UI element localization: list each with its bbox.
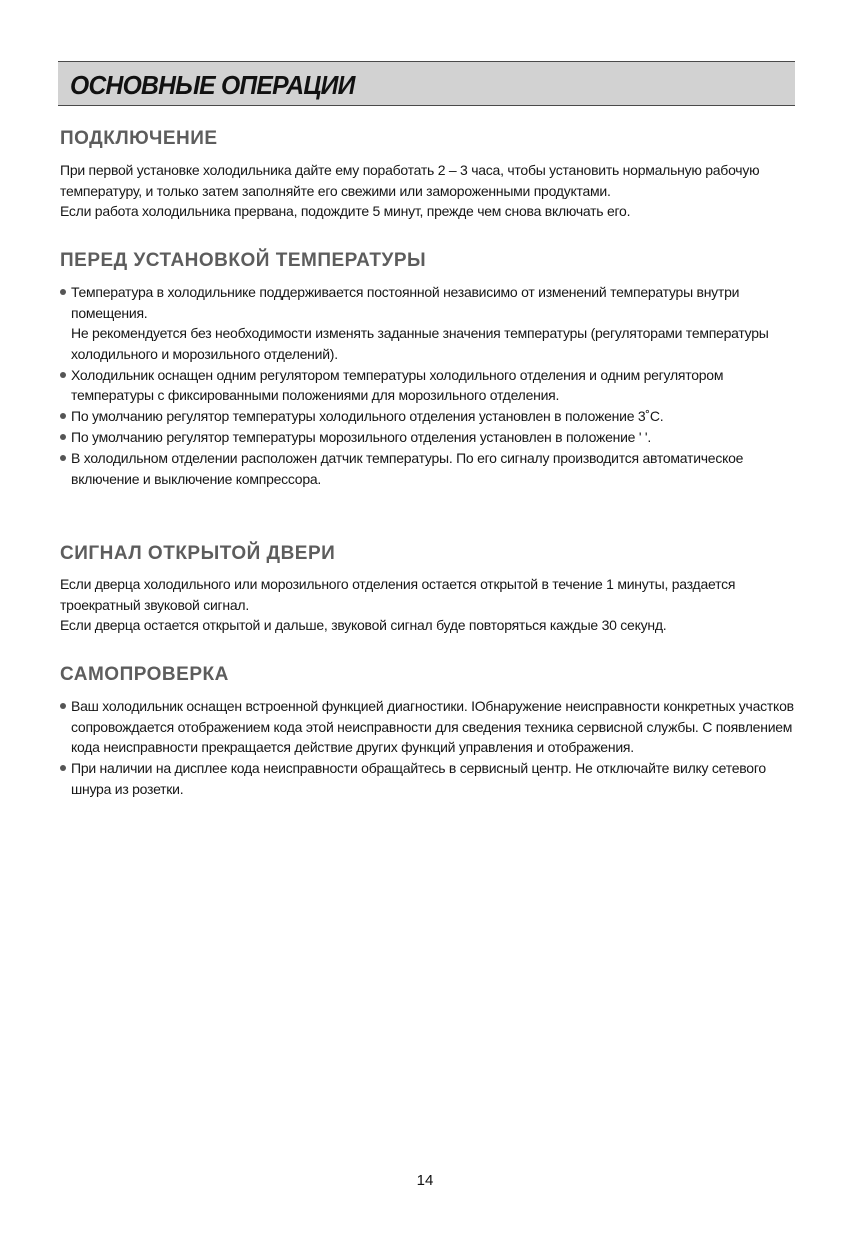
- list-item-line: кода неисправности прекращается действие других функций управления и отображения.: [71, 739, 634, 755]
- list-item-line: Не рекомендуется без необходимости изменять заданные значения температуры (регуляторами температуры: [71, 325, 769, 341]
- section-title-self-test: САМОПРОВЕРКА: [60, 664, 229, 685]
- bullet-icon: [60, 289, 66, 295]
- bullet-icon: [60, 765, 66, 771]
- list-item-line: Температура в холодильнике поддерживается постоянной независимо от изменений температуры внутри: [71, 284, 740, 300]
- list-item: [60, 758, 800, 799]
- list-item-line: В холодильном отделении расположен датчик температуры. По его сигналу производится автоматическое: [71, 450, 744, 466]
- door-alarm-text: [60, 574, 802, 636]
- list-item: [60, 406, 800, 427]
- door-alarm-line: Если дверца холодильного или морозильного отделения остается открытой в течение 1 минуты, раздается: [60, 576, 736, 592]
- list-item-line: При наличии на дисплее кода неисправности обращайтесь в сервисный центр. Не отключайте вилку сетевого: [71, 760, 766, 776]
- self-test-list: [60, 696, 800, 800]
- door-alarm-line: Если дверца остается открытой и дальше, звуковой сигнал буде повторяться каждые 30 секунд.: [60, 617, 667, 633]
- page-title-bar: [58, 61, 795, 106]
- bullet-icon: [60, 413, 66, 419]
- page-title: ОСНОВНЫЕ ОПЕРАЦИИ: [70, 70, 355, 100]
- list-item: [60, 365, 800, 406]
- list-item-line: температуры с фиксированными положениями для морозильного отделения.: [71, 387, 560, 403]
- list-item: [60, 696, 800, 758]
- list-item-line: шнура из розетки.: [71, 780, 184, 797]
- list-item: [60, 282, 800, 364]
- list-item: [60, 427, 800, 448]
- bullet-icon: [60, 434, 66, 440]
- temperature-list: [60, 282, 800, 490]
- connection-line: При первой установке холодильника дайте ему поработать 2 – 3 часа, чтобы установить нормальную рабочую: [60, 162, 760, 178]
- list-item-line: Ваш холодильник оснащен встроенной функцией диагностики. IОбнаружение неисправности конкретных участков: [71, 698, 794, 714]
- connection-line: температуру, и только затем заполняйте его свежими или замороженными продуктами.: [60, 182, 611, 199]
- list-item-line: холодильного и морозильного отделений).: [71, 345, 338, 362]
- section-title-connection: ПОДКЛЮЧЕНИЕ: [60, 128, 218, 149]
- bullet-icon: [60, 703, 66, 709]
- page-number: 14: [416, 1172, 434, 1189]
- list-item-line: По умолчанию регулятор температуры морозильного отделения установлен в положение ' '.: [71, 429, 651, 445]
- list-item-line: сопровождается отображением кода этой неисправности для сведения техника сервисной службы. С появлением: [71, 718, 793, 735]
- bullet-icon: [60, 455, 66, 461]
- section-title-door-alarm: СИГНАЛ ОТКРЫТОЙ ДВЕРИ: [60, 543, 336, 564]
- list-item-line: включение и выключение компрессора.: [71, 470, 322, 487]
- section-title-temperature: ПЕРЕД УСТАНОВКОЙ ТЕМПЕРАТУРЫ: [60, 250, 427, 271]
- list-item-line: помещения.: [71, 304, 148, 321]
- door-alarm-line: троекратный звуковой сигнал.: [60, 596, 249, 613]
- connection-text: [60, 160, 802, 222]
- list-item-line: По умолчанию регулятор температуры холодильного отделения установлен в положение 3˚С.: [71, 408, 664, 424]
- bullet-icon: [60, 372, 66, 378]
- list-item-line: Холодильник оснащен одним регулятором температуры холодильного отделения и одним регулятором: [71, 366, 724, 383]
- list-item: [60, 448, 800, 489]
- connection-line: Если работа холодильника прервана, подождите 5 минут, прежде чем снова включать его.: [60, 203, 631, 219]
